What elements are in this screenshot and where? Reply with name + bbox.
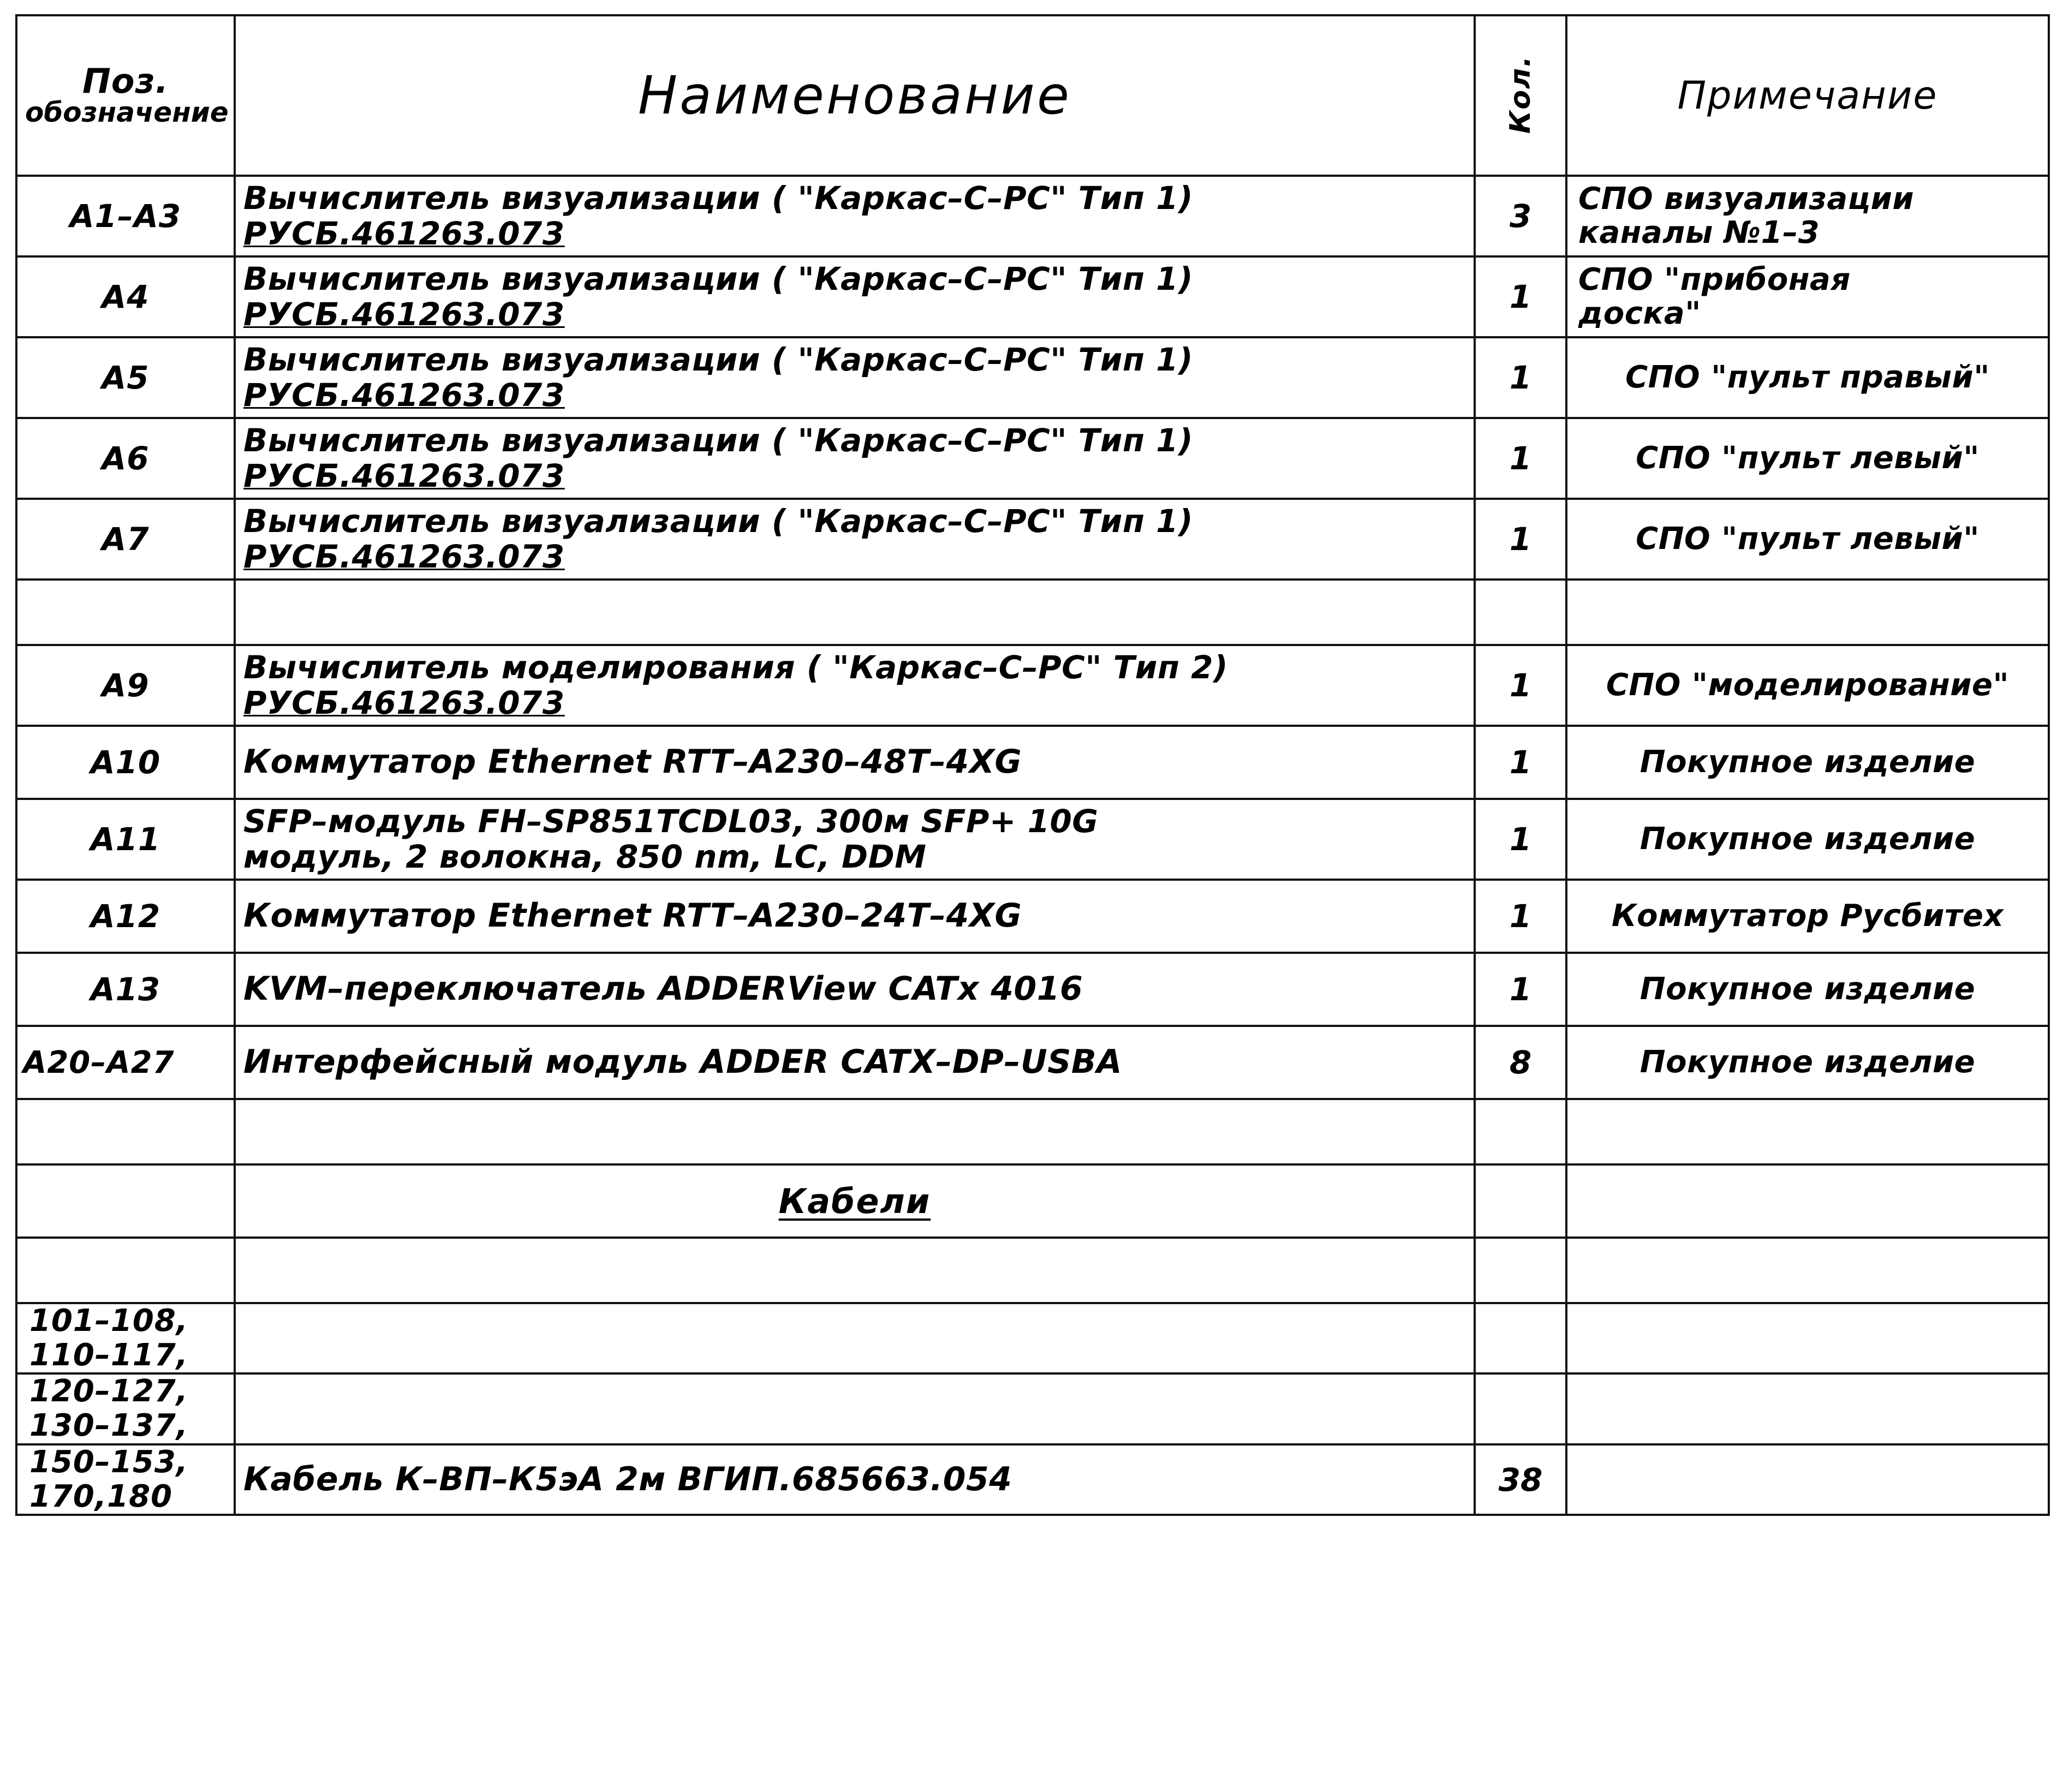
row-note-line1: СПО "моделирование" xyxy=(1606,667,2010,703)
table-row xyxy=(16,880,2049,953)
row-name-line2: РУСБ.461263.073 xyxy=(243,457,565,494)
row-name-line1: Вычислитель визуализации ( "Каркас–С–PC" Тип 1) xyxy=(243,260,1194,298)
row-quantity xyxy=(1475,1238,1566,1303)
row-name-line1: Вычислитель визуализации ( "Каркас–С–PC" Тип 1) xyxy=(243,422,1194,459)
row-quantity: 1 xyxy=(1475,418,1566,499)
row-name-line2: РУСБ.461263.073 xyxy=(243,215,565,252)
row-name: Коммутатор Ethernet RTT–A230–24T–4XG xyxy=(235,880,1475,953)
table-row-empty xyxy=(16,580,2049,645)
row-name-line2: модуль, 2 волокна, 850 nm, LC, DDM xyxy=(243,838,927,875)
row-quantity: 1 xyxy=(1475,645,1566,726)
row-position: A20–A27 xyxy=(16,1026,235,1099)
row-name-line2: РУСБ.461263.073 xyxy=(243,296,565,333)
column-header-position-line2: обозначение xyxy=(25,96,229,128)
row-quantity: 1 xyxy=(1475,256,1566,337)
row-note xyxy=(1566,1444,2049,1515)
row-note xyxy=(1566,418,2049,499)
row-note-line1: СПО визуализации xyxy=(1578,181,1915,217)
row-quantity: 1 xyxy=(1475,953,1566,1026)
table-header-row xyxy=(16,15,2049,176)
row-name-line1: Вычислитель визуализации ( "Каркас–С–PC" Тип 1) xyxy=(243,341,1194,379)
row-position-line2: 110–117, xyxy=(29,1337,189,1373)
row-name-line1: Вычислитель моделирования ( "Каркас–С–PC" Тип 2) xyxy=(243,649,1229,686)
row-quantity: 8 xyxy=(1475,1026,1566,1099)
row-name xyxy=(235,1238,1475,1303)
row-name xyxy=(235,1303,1475,1373)
row-note: Коммутатор Русбитех xyxy=(1566,880,2049,953)
column-header-position xyxy=(16,15,235,176)
row-position: A7 xyxy=(16,499,235,580)
table-row xyxy=(16,799,2049,880)
row-quantity: 1 xyxy=(1475,499,1566,580)
row-position-line1: 101–108, xyxy=(29,1303,189,1339)
table-body xyxy=(16,176,2049,1515)
row-position xyxy=(16,1303,235,1373)
row-position: A13 xyxy=(16,953,235,1026)
row-note: Покупное изделие xyxy=(1566,953,2049,1026)
row-note-line1: СПО "прибоная xyxy=(1578,262,1851,298)
specification-table xyxy=(15,14,2050,1516)
row-quantity xyxy=(1475,1099,1566,1164)
table-row xyxy=(16,953,2049,1026)
row-position: A12 xyxy=(16,880,235,953)
section-quantity-cell xyxy=(1475,1164,1566,1238)
row-note-line1: СПО "пульт правый" xyxy=(1625,360,1990,396)
row-note-line1: СПО "пульт левый" xyxy=(1636,521,1979,557)
row-name-line2: РУСБ.461263.073 xyxy=(243,377,565,414)
row-name: Кабель К–ВП–К5эА 2м ВГИП.685663.054 xyxy=(235,1444,1475,1515)
row-name xyxy=(235,645,1475,726)
table-row xyxy=(16,1026,2049,1099)
row-position: A9 xyxy=(16,645,235,726)
table-row xyxy=(16,499,2049,580)
table-row xyxy=(16,1444,2049,1515)
section-position-cell xyxy=(16,1164,235,1238)
row-name xyxy=(235,176,1475,256)
row-position-line2: 130–137, xyxy=(29,1408,189,1444)
row-note xyxy=(1566,1238,2049,1303)
row-quantity xyxy=(1475,1373,1566,1444)
row-position xyxy=(16,1444,235,1515)
row-note xyxy=(1566,1303,2049,1373)
row-note xyxy=(1566,256,2049,337)
table-row xyxy=(16,418,2049,499)
row-name xyxy=(235,799,1475,880)
row-note xyxy=(1566,580,2049,645)
row-name: Интерфейсный модуль ADDER CATX–DP–USBA xyxy=(235,1026,1475,1099)
row-note-line1: СПО "пульт левый" xyxy=(1636,440,1979,476)
row-note: Покупное изделие xyxy=(1566,1026,2049,1099)
row-position: A5 xyxy=(16,337,235,418)
table-row xyxy=(16,337,2049,418)
column-header-position-line1: Поз. xyxy=(82,61,169,101)
table-row xyxy=(16,1373,2049,1444)
row-quantity: 38 xyxy=(1475,1444,1566,1515)
row-position-line2: 170,180 xyxy=(29,1478,173,1514)
section-note-cell xyxy=(1566,1164,2049,1238)
row-note-line2: каналы №1–3 xyxy=(1578,215,1820,250)
row-note xyxy=(1566,1373,2049,1444)
row-name: KVM–переключатель ADDERView CATx 4016 xyxy=(235,953,1475,1026)
column-header-quantity: Кол. xyxy=(1475,15,1566,176)
row-position: A4 xyxy=(16,256,235,337)
row-quantity xyxy=(1475,1303,1566,1373)
section-title: Кабели xyxy=(235,1164,1475,1238)
table-row xyxy=(16,256,2049,337)
row-position xyxy=(16,1373,235,1444)
row-name xyxy=(235,1099,1475,1164)
row-name xyxy=(235,418,1475,499)
row-quantity: 1 xyxy=(1475,880,1566,953)
row-note-line2: доска" xyxy=(1578,296,1701,331)
table-header xyxy=(16,15,2049,176)
column-header-name: Наименование xyxy=(235,15,1475,176)
row-name-line1: Вычислитель визуализации ( "Каркас–С–PC" Тип 1) xyxy=(243,180,1194,217)
row-name-line2: РУСБ.461263.073 xyxy=(243,684,565,721)
row-position xyxy=(16,580,235,645)
row-position: A6 xyxy=(16,418,235,499)
row-name xyxy=(235,256,1475,337)
row-name xyxy=(235,499,1475,580)
table-row xyxy=(16,645,2049,726)
row-name xyxy=(235,580,1475,645)
row-quantity: 1 xyxy=(1475,726,1566,799)
row-position-line1: 150–153, xyxy=(29,1444,189,1480)
row-name: Коммутатор Ethernet RTT–A230–48T–4XG xyxy=(235,726,1475,799)
row-name-line1: Вычислитель визуализации ( "Каркас–С–PC" Тип 1) xyxy=(243,503,1194,540)
row-position: A1–A3 xyxy=(16,176,235,256)
row-quantity xyxy=(1475,580,1566,645)
row-position xyxy=(16,1099,235,1164)
table-row xyxy=(16,726,2049,799)
row-name-line2: РУСБ.461263.073 xyxy=(243,538,565,575)
row-position-line1: 120–127, xyxy=(29,1373,189,1409)
column-header-note: Примечание xyxy=(1566,15,2049,176)
row-position: A11 xyxy=(16,799,235,880)
row-note xyxy=(1566,645,2049,726)
row-name-line1: SFP–модуль FH–SP851TCDL03, 300м SFP+ 10G xyxy=(243,803,1099,840)
row-note: Покупное изделие xyxy=(1566,726,2049,799)
table-row-empty xyxy=(16,1099,2049,1164)
table-row xyxy=(16,1303,2049,1373)
row-position: A10 xyxy=(16,726,235,799)
table-row-empty xyxy=(16,1238,2049,1303)
row-note xyxy=(1566,337,2049,418)
section-title-row xyxy=(16,1164,2049,1238)
row-note: Покупное изделие xyxy=(1566,799,2049,880)
row-quantity: 1 xyxy=(1475,337,1566,418)
row-note xyxy=(1566,176,2049,256)
row-note xyxy=(1566,499,2049,580)
row-name xyxy=(235,1373,1475,1444)
table-row xyxy=(16,176,2049,256)
row-position xyxy=(16,1238,235,1303)
row-quantity: 3 xyxy=(1475,176,1566,256)
row-note xyxy=(1566,1099,2049,1164)
row-name xyxy=(235,337,1475,418)
row-quantity: 1 xyxy=(1475,799,1566,880)
